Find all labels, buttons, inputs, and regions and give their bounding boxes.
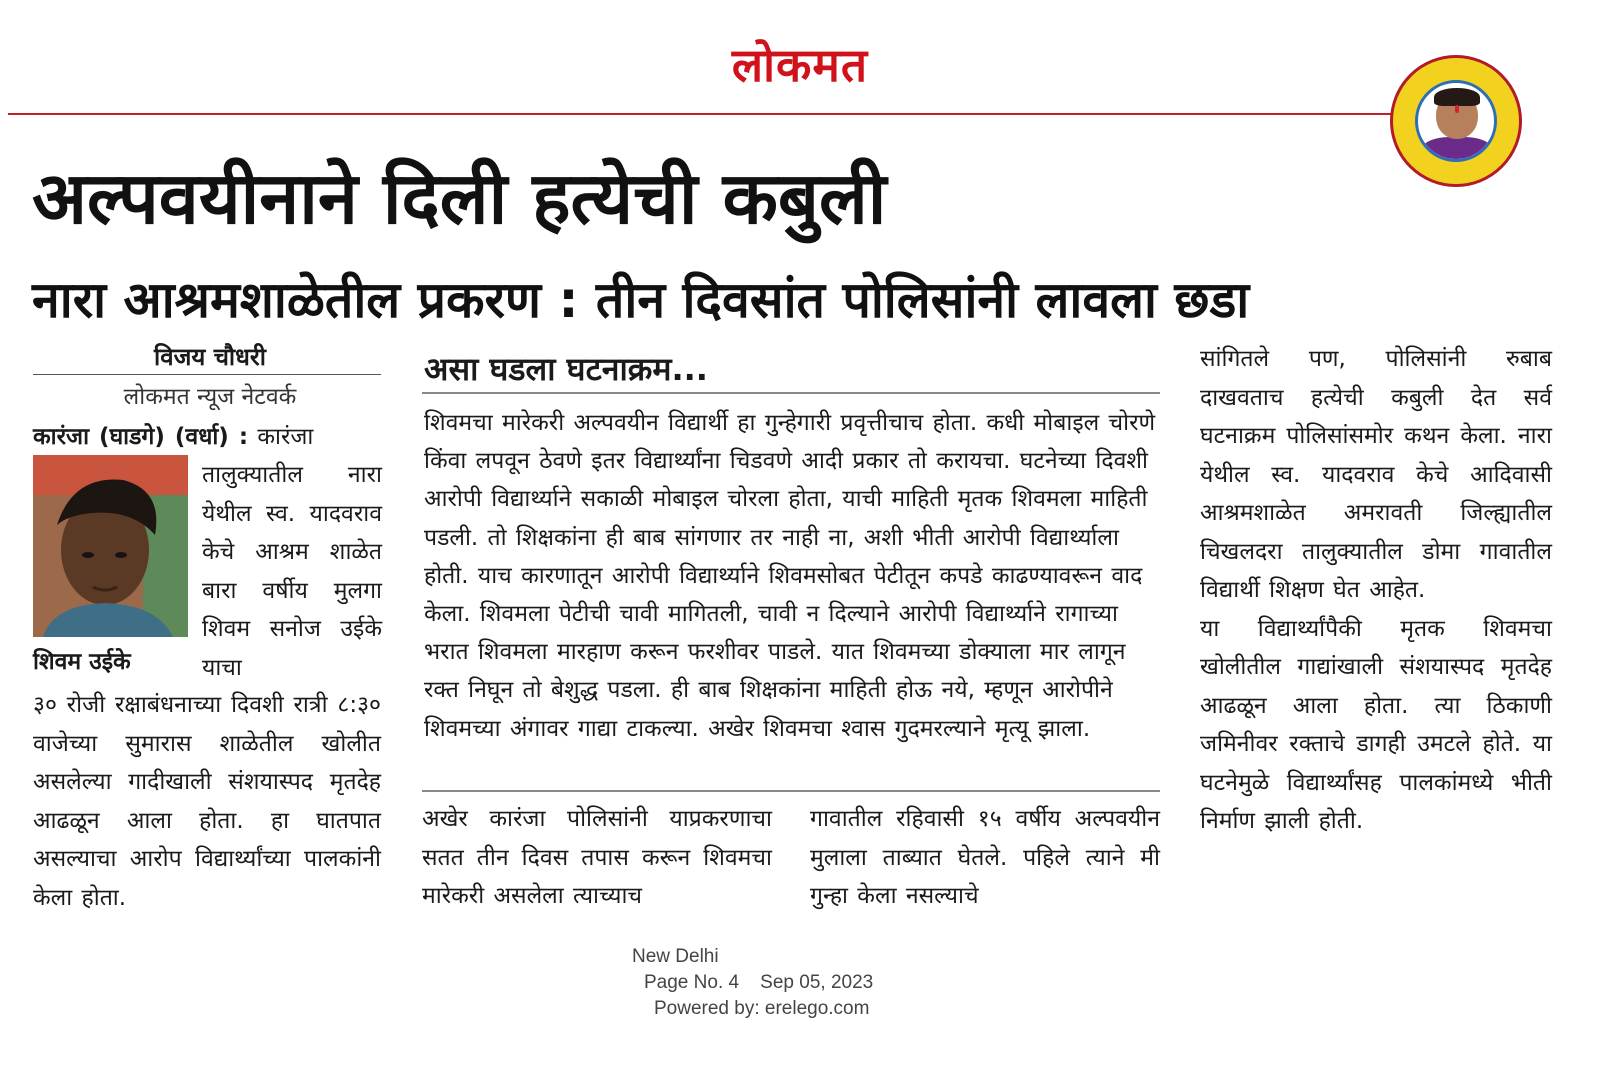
- dateline-rest: कारंजा: [257, 424, 314, 450]
- footer-page-date: Page No. 4 Sep 05, 2023: [644, 972, 874, 993]
- column1-body: ३० रोजी रक्षाबंधनाच्या दिवशी रात्री ८:३० वाजेच्या सुमारास शाळेतील खोलीत असलेल्या गादीखाली संशयास्पद मृतदेह आढळून आला होता. हा घातपात असल्याचा आरोप विद्यार्थ्यांच्या पालकांनी केला होता.: [33, 692, 381, 911]
- footer-powered-by: Powered by: erelego.com: [654, 998, 870, 1019]
- byline-author: विजय चौधरी: [154, 343, 266, 371]
- column3-para1: सांगितले पण, पोलिसांनी रुबाब दाखवताच हत्येची कबुली देत सर्व घटनाक्रम पोलिसांसमोर कथन केला. नारा येथील स्व. यादवराव केचे आदिवासी आश्रमशाळेत अमरावती जिल्ह्यातील चिखलदरा तालुक्यातील डोमा गावातील विद्यार्थी शिक्षण घेत आहेत.: [1200, 346, 1552, 603]
- sidebar-box-top-rule: [422, 392, 1160, 394]
- byline-divider: [33, 374, 381, 375]
- sidebar-box-bottom-rule: [422, 790, 1160, 792]
- page-footer: [560, 944, 980, 1024]
- subheadline: नारा आश्रमशाळेतील प्रकरण : तीन दिवसांत पोलिसांनी लावला छडा: [32, 271, 1250, 329]
- masthead-logo: लोकमत: [731, 38, 869, 92]
- photo-caption: शिवम उईके: [33, 649, 131, 675]
- victim-photo: [33, 455, 188, 637]
- column2-right: गावातील रहिवासी १५ वर्षीय अल्पवयीन मुलाला ताब्यात घेतले. पहिले त्याने मी गुन्हा केला नसल्याचे: [810, 806, 1160, 909]
- sidebar-box-body: शिवमचा मारेकरी अल्पवयीन विद्यार्थी हा गुन्हेगारी प्रवृत्तीचाच होता. कधी मोबाइल चोरणे किंवा लपवून ठेवणे इतर विद्यार्थ्यांना चिडवणे आदी प्रकार तो करायचा. घटनेच्या दिवशी आरोपी विद्यार्थ्याने सकाळी मोबाइल चोरला होता, याची माहिती मृतक शिवमला माहिती पडली. तो शिक्षकांना ही बाब सांगणार तर नाही ना, अशी भीती आरोपी विद्यार्थ्याला होती. याच कारणातून आरोपी विद्यार्थ्याने शिवमसोबत पेटीतून कपडे काढण्यावरून वाद केला. शिवमला पेटीची चावी मागितली, चावी न दिल्याने आरोपी विद्यार्थ्याने रागाच्या भरात शिवमला मारहाण करून फरशीवर पाडले. यात शिवमच्या डोक्याला मार लागून रक्त निघून तो बेशुद्ध पडला. ही बाब शिक्षकांना माहिती होऊ नये, म्हणून आरोपीने शिवमच्या अंगावर गाद्या टाकल्या. अखेर शिवमचा श्वास गुदमरल्याने मृत्यू झाला.: [424, 410, 1156, 742]
- dateline: कारंजा (घाडगे) (वर्धा) :: [33, 424, 249, 450]
- column1-dateline: [33, 418, 381, 456]
- masthead-divider: [8, 113, 1396, 115]
- footer-edition: New Delhi: [632, 946, 719, 967]
- column3-para2: या विद्यार्थ्यांपैकी मृतक शिवमचा खोलीतील गाद्यांखाली संशयास्पद मृतदेह आढळून आला होता. त्या ठिकाणी जमिनीवर रक्ताचे डागही उमटले होते. या घटनेमुळे विद्यार्थ्यांसह पालकांमध्ये भीती निर्माण झाली होती.: [1200, 615, 1552, 834]
- column1-wrap-text: तालुक्यातील नारा येथील स्व. यादवराव केचे आश्रम शाळेत बारा वर्षीय मुलगा शिवम सनोज उईके याचा: [202, 462, 382, 681]
- column3: [1200, 340, 1552, 914]
- profile-badge: [1390, 55, 1522, 187]
- badge-portrait: [1415, 80, 1497, 162]
- sidebar-box-title: असा घडला घटनाक्रम...: [424, 350, 708, 388]
- byline-bureau: लोकमत न्यूज नेटवर्क: [123, 384, 297, 410]
- headline: अल्पवयीनाने दिली हत्येची कबुली: [32, 156, 887, 240]
- column2-left: अखेर कारंजा पोलिसांनी याप्रकरणाचा सतत तीन दिवस तपास करून शिवमचा मारेकरी असलेला त्याच्याच: [422, 806, 772, 909]
